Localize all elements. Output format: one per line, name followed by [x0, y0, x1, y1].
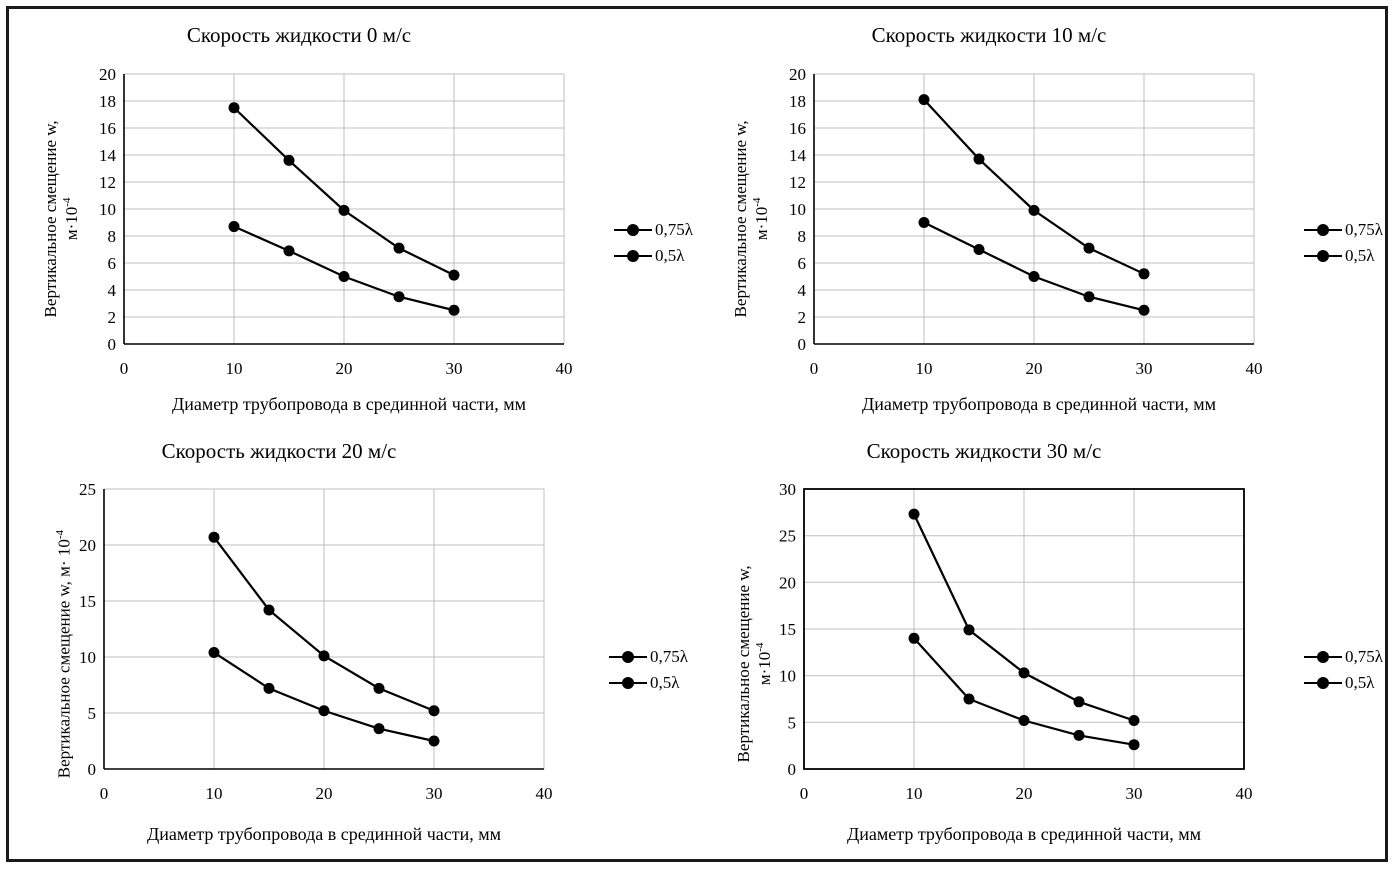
x-tick-labels-3	[800, 784, 1253, 803]
svg-text:4: 4	[797, 281, 806, 300]
svg-text:15: 15	[779, 620, 796, 639]
legend-item-05-3[interactable]	[1304, 670, 1383, 696]
svg-text:25: 25	[779, 526, 796, 546]
x-tick-labels-2	[100, 784, 553, 803]
x-tick-labels-0	[120, 359, 573, 378]
y-axis-exponent-0: -4	[60, 197, 73, 207]
svg-text:10: 10	[789, 200, 806, 219]
svg-text:20: 20	[79, 536, 96, 555]
chart-plot-0	[69, 54, 669, 384]
legend-label-05: 0,5λ	[1345, 246, 1375, 265]
svg-text:6: 6	[797, 254, 806, 273]
legend-marker-icon	[614, 223, 652, 237]
y-axis-label-line1-0: Вертикальное смещение w,	[41, 120, 61, 318]
legend-item-05-1[interactable]	[1304, 243, 1383, 269]
legend-label-075: 0,75λ	[1345, 220, 1383, 239]
svg-text:14: 14	[99, 146, 116, 165]
svg-text:0: 0	[107, 335, 116, 354]
chart-plot-2	[54, 469, 644, 809]
legend-item-075-0[interactable]	[614, 217, 693, 243]
legend-item-05-2[interactable]	[609, 670, 688, 696]
y-axis-exponent-2: -4	[53, 529, 66, 540]
y-axis-label-line2-3: м·10	[754, 651, 774, 686]
svg-text:0: 0	[797, 335, 806, 354]
legend-marker-icon	[1304, 223, 1342, 237]
legend-marker-icon	[1304, 676, 1342, 690]
svg-text:0: 0	[119, 359, 129, 378]
svg-text:16: 16	[99, 119, 116, 138]
chart-plot-3	[754, 469, 1354, 809]
legend-label-075: 0,75λ	[1345, 647, 1383, 666]
svg-text:20: 20	[1015, 784, 1033, 803]
chart-legend-3	[1304, 644, 1383, 696]
legend-marker-icon	[614, 249, 652, 263]
y-axis-label-text-2: Вертикальное смещение w, м· 10	[54, 539, 74, 779]
x-axis-label-3: Диаметр трубопровода в срединной части, мм	[846, 824, 1201, 844]
chart-legend-1	[1304, 217, 1383, 269]
svg-text:30: 30	[445, 359, 463, 378]
chart-title-0: Скорость жидкости 0 м/с	[186, 23, 412, 47]
svg-text:8: 8	[107, 227, 116, 246]
svg-text:10: 10	[905, 784, 923, 803]
grid-lines-3	[804, 489, 1244, 769]
svg-text:0: 0	[87, 760, 96, 779]
svg-text:20: 20	[789, 65, 806, 84]
svg-text:30: 30	[1135, 359, 1153, 378]
chart-title-3: Скорость жидкости 30 м/с	[866, 439, 1102, 463]
legend-label-05: 0,5λ	[650, 673, 680, 692]
svg-text:0: 0	[799, 784, 809, 803]
svg-text:10: 10	[779, 666, 796, 686]
x-axis-label-1: Диаметр трубопровода в срединной части, мм	[861, 394, 1216, 414]
legend-marker-icon	[609, 650, 647, 664]
svg-text:5: 5	[787, 713, 796, 733]
chart-panel-1	[699, 9, 1383, 419]
svg-text:0: 0	[787, 760, 796, 779]
svg-text:20: 20	[779, 573, 796, 593]
legend-marker-icon	[609, 676, 647, 690]
legend-label-075: 0,75λ	[650, 647, 688, 666]
legend-marker-icon	[1304, 249, 1342, 263]
chart-legend-0	[614, 217, 693, 269]
legend-label-05: 0,5λ	[1345, 673, 1375, 692]
svg-text:20: 20	[315, 784, 333, 803]
svg-text:0: 0	[99, 784, 109, 803]
svg-text:10: 10	[205, 784, 223, 803]
svg-text:30: 30	[779, 480, 796, 499]
chart-panel-2	[9, 429, 688, 859]
figure-border	[6, 6, 1388, 862]
svg-text:18: 18	[99, 92, 116, 111]
chart-plot-1	[759, 54, 1359, 384]
legend-item-075-3[interactable]	[1304, 644, 1383, 670]
svg-text:4: 4	[107, 281, 116, 300]
y-tick-labels-0	[99, 65, 117, 354]
y-tick-labels-1	[789, 65, 807, 354]
svg-text:0: 0	[809, 359, 819, 378]
svg-text:5: 5	[87, 704, 96, 723]
svg-text:6: 6	[107, 254, 116, 273]
svg-text:20: 20	[99, 65, 116, 84]
y-axis-label-line2-0: м·10	[61, 206, 81, 241]
svg-text:16: 16	[789, 119, 806, 138]
legend-item-05-0[interactable]	[614, 243, 693, 269]
y-axis-exponent-1: -4	[750, 197, 763, 207]
legend-item-075-2[interactable]	[609, 644, 688, 670]
y-axis-label-line2-1: м·10	[751, 206, 771, 241]
svg-text:10: 10	[915, 359, 933, 378]
legend-item-075-1[interactable]	[1304, 217, 1383, 243]
chart-legend-2	[609, 644, 688, 696]
y-axis-label-line1-1: Вертикальное смещение w,	[731, 120, 751, 318]
chart-panel-3	[699, 429, 1383, 859]
y-axis-label-line1-3: Вертикальное смещение w,	[734, 565, 754, 763]
legend-marker-icon	[1304, 650, 1342, 664]
svg-text:40: 40	[1245, 359, 1263, 378]
chart-title-2: Скорость жидкости 20 м/с	[161, 439, 397, 463]
x-tick-labels-1	[810, 359, 1263, 378]
svg-text:10: 10	[79, 648, 96, 667]
svg-text:40: 40	[555, 359, 573, 378]
svg-text:40: 40	[1235, 784, 1253, 803]
svg-text:20: 20	[335, 359, 353, 378]
y-axis-exponent-3: -4	[753, 642, 766, 652]
svg-text:2: 2	[797, 308, 806, 327]
svg-text:12: 12	[789, 173, 806, 192]
legend-label-05: 0,5λ	[655, 246, 685, 265]
svg-text:30: 30	[1125, 784, 1143, 803]
chart-panel-0	[9, 9, 693, 419]
y-tick-labels-3	[779, 480, 796, 779]
legend-label-075: 0,75λ	[655, 220, 693, 239]
svg-text:12: 12	[99, 173, 116, 192]
svg-text:8: 8	[797, 227, 806, 246]
x-axis-label-0: Диаметр трубопровода в срединной части, мм	[171, 394, 526, 414]
svg-text:2: 2	[107, 308, 116, 327]
svg-text:10: 10	[99, 200, 116, 219]
svg-text:30: 30	[425, 784, 443, 803]
y-tick-labels-2	[79, 480, 96, 779]
svg-text:18: 18	[789, 92, 806, 111]
svg-text:14: 14	[789, 146, 806, 165]
svg-text:15: 15	[79, 592, 96, 611]
svg-text:20: 20	[1025, 359, 1043, 378]
chart-title-1: Скорость жидкости 10 м/с	[871, 23, 1107, 47]
svg-text:40: 40	[535, 784, 553, 803]
grid-lines-2	[104, 489, 544, 769]
svg-text:10: 10	[225, 359, 243, 378]
svg-text:25: 25	[79, 480, 96, 499]
x-axis-label-2: Диаметр трубопровода в срединной части, мм	[146, 824, 501, 844]
